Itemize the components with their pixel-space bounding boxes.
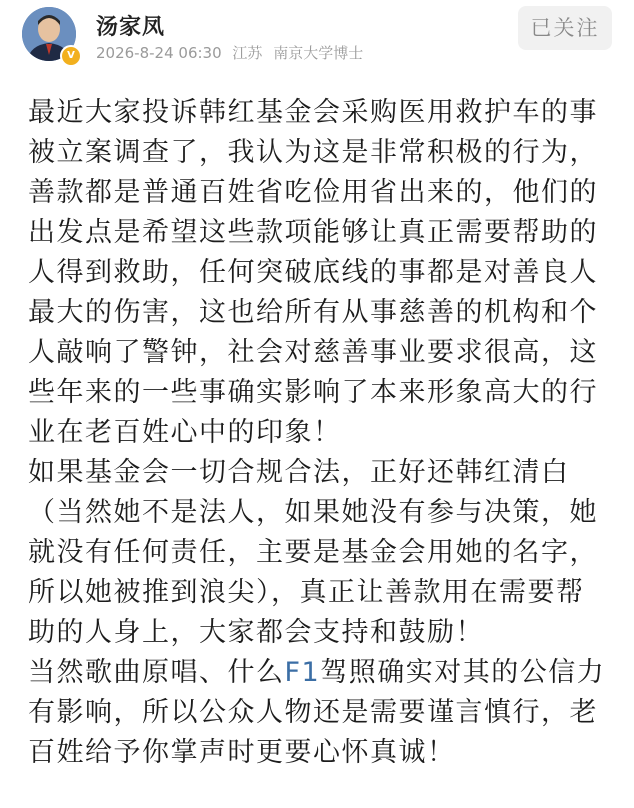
author-tag: 南京大学博士: [273, 44, 364, 62]
post-content: [28, 93, 608, 773]
f1-link[interactable]: F1: [284, 657, 321, 688]
follow-button[interactable]: 已关注: [518, 6, 612, 50]
post-meta: [96, 42, 369, 63]
paragraph-3-suffix: 驾照确实对其的公信力 有影响，所以公众人物还是需要谨言慎行，老 百姓给予你掌声时更要心怀真诚！: [28, 657, 606, 768]
paragraph-3-prefix: 当然歌曲原唱、什么: [28, 657, 285, 688]
author-name[interactable]: 汤家凤: [96, 15, 166, 40]
post-paragraph-2: 如果基金会一切合规合法，正好还韩红清白 （当然她不是法人，如果她没有参与决策，她 就没有任何责任，主要是基金会用她的名字， 所以她被推到浪尖），真正让善款用在需要帮 助的人身上，大家都会支持和鼓励！: [28, 457, 598, 648]
post-location: 江苏: [232, 44, 263, 62]
post-time: 2026-8-24 06:30: [96, 44, 222, 62]
post-paragraph-1: 最近大家投诉韩红基金会采购医用救护车的事 被立案调查了，我认为这是非常积极的行为， 善款都是普通百姓省吃俭用省出来的，他们的 出发点是希望这些款项能够让真正需要帮助的 人得到救助，任何突破底线的事都是对善良人 最大的伤害，这也给所有从事慈善的机构和个 人敲响了警钟，社会对慈善事业要求很高，这 些年来的一些事确实影响了本来形象高大的行 业在老百姓心中的印象！: [28, 97, 598, 448]
verified-badge-icon: V: [60, 45, 82, 67]
post-paragraph-3: [28, 653, 608, 773]
post-header: [0, 0, 634, 80]
